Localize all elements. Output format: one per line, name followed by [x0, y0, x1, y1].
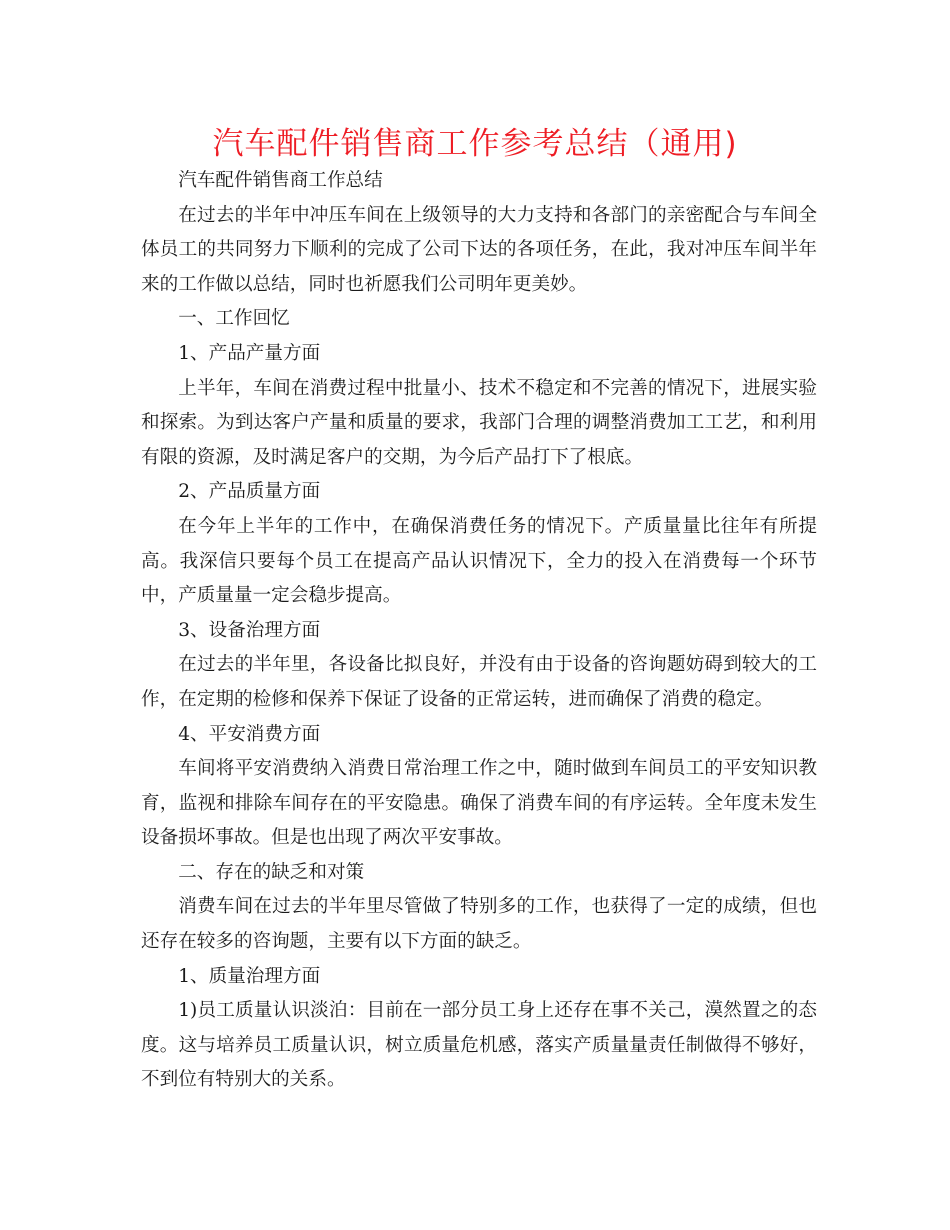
subsection-heading: 3、设备治理方面	[178, 619, 321, 641]
section-heading: 一、工作回忆	[178, 308, 290, 330]
paragraph: 在过去的半年中冲压车间在上级领导的大力支持和各部门的亲密配合与车间全体员工的共同努力下顺利的完成了公司下达的各项任务，在此，我对冲压车间半年来的工作做以总结，同时也祈愿我们公司明年更美妙。	[141, 204, 817, 295]
paragraph: 在过去的半年里，各设备比拟良好，并没有由于设备的咨询题妨碍到较大的工作，在定期的检修和保养下保证了设备的正常运转，进而确保了消费的稳定。	[141, 654, 817, 710]
paragraph: 1)员工质量认识淡泊：目前在一部分员工身上还存在事不关己，漠然置之的态度。这与培养员工质量认识，树立质量危机感，落实产质量量责任制做得不够好，不到位有特别大的关系。	[141, 1000, 817, 1091]
subsection-heading: 2、产品质量方面	[178, 481, 321, 503]
paragraph: 消费车间在过去的半年里尽管做了特别多的工作，也获得了一定的成绩，但也还存在较多的咨询题，主要有以下方面的缺乏。	[141, 896, 817, 953]
document-title: 汽车配件销售商工作参考总结（通用)	[212, 126, 738, 162]
subsection-heading: 1、产品产量方面	[178, 342, 321, 364]
paragraph-subtitle: 汽车配件销售商工作总结	[178, 170, 383, 191]
section-heading: 二、存在的缺乏和对策	[178, 861, 365, 883]
subsection-heading: 1、质量治理方面	[178, 965, 321, 987]
paragraph: 车间将平安消费纳入消费日常治理工作之中，随时做到车间员工的平安知识教育，监视和排除车间存在的平安隐患。确保了消费车间的有序运转。全年度未发生设备损坏事故。但是也出现了两次平安事故。	[141, 758, 817, 849]
paragraph: 在今年上半年的工作中，在确保消费任务的情况下。产质量量比往年有所提高。我深信只要每个员工在提高产品认识情况下，全力的投入在消费每一个环节中，产质量量一定会稳步提高。	[141, 515, 817, 607]
paragraph: 上半年，车间在消费过程中批量小、技术不稳定和不完善的情况下，进展实验和探索。为到达客户产量和质量的要求，我部门合理的调整消费加工工艺，和利用有限的资源，及时满足客户的交期，为今后产品打下了根底。	[141, 377, 817, 468]
subsection-heading: 4、平安消费方面	[178, 723, 321, 745]
document-body	[141, 164, 817, 1098]
